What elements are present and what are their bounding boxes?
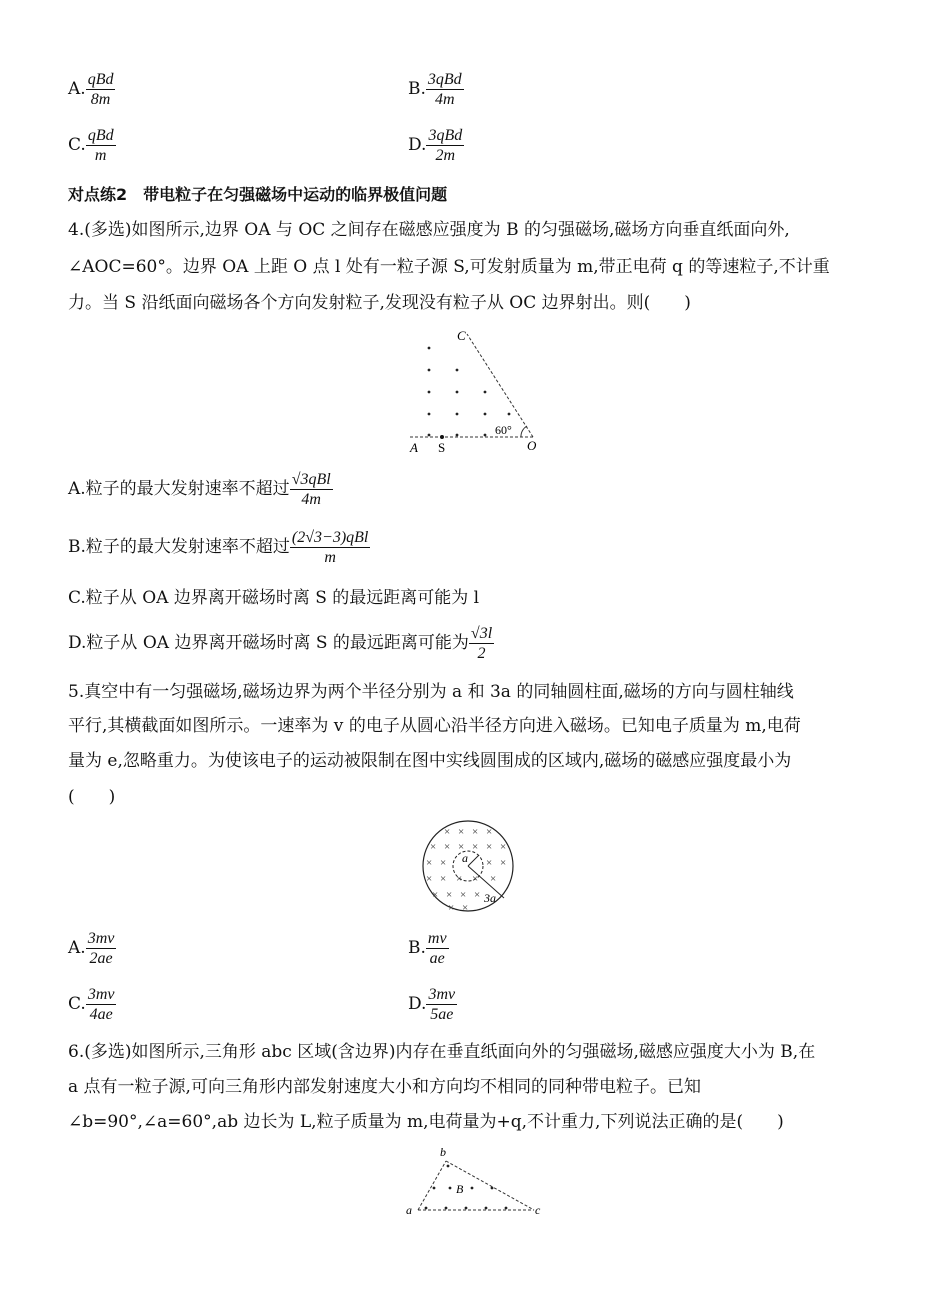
q6-label-b: b <box>440 1145 446 1159</box>
q6-label-a: a <box>406 1203 412 1217</box>
q4-option-a[interactable]: A.粒子的最大发射速率不超过 $\frac{\text{√3qBl}}{4m}$ <box>68 471 331 508</box>
q6-field-dots <box>425 1165 508 1210</box>
q5-option-b[interactable]: B. $\frac{mv}{ae}$ <box>408 930 447 967</box>
q4-stem-line3: 力。当 S 沿纸面向磁场各个方向发射粒子,发现没有粒子从 OC 边界射出。则( ) <box>68 293 691 313</box>
q6-side-ab <box>418 1161 446 1210</box>
svg-text:×: × <box>458 841 465 853</box>
q6-stem-line3: ∠b=90°,∠a=60°,ab 边长为 L,粒子质量为 m,电荷量为+q,不计重力,下列说法正确的是( ) <box>68 1112 784 1132</box>
svg-text:×: × <box>486 826 493 838</box>
svg-text:×: × <box>500 841 507 853</box>
q5-option-d[interactable]: D. $\frac{3mv}{5ae}$ <box>408 986 456 1023</box>
q4-stem-line2: ∠AOC=60°。边界 OA 上距 O 点 l 处有一粒子源 S,可发射质量为 m,带正电荷 q 的等速粒子,不计重 <box>68 257 830 277</box>
svg-text:×: × <box>462 902 469 914</box>
q3-option-c[interactable]: C. $\frac{\text{qBd}}{m}$ <box>68 127 114 164</box>
q4-boundary-oc <box>467 334 533 437</box>
q5-figure <box>418 814 518 918</box>
q6-label-c: c <box>535 1203 541 1217</box>
q4-label-s: S <box>438 440 446 455</box>
svg-text:×: × <box>430 841 437 853</box>
svg-text:×: × <box>440 857 447 869</box>
svg-text:×: × <box>472 826 479 838</box>
svg-text:×: × <box>486 841 493 853</box>
svg-text:×: × <box>490 873 497 885</box>
svg-text:×: × <box>472 841 479 853</box>
q3-option-b[interactable]: B. $\frac{\text{3qBd}}{4m}$ <box>408 71 462 108</box>
section-heading: 对点练2 带电粒子在匀强磁场中运动的临界极值问题 <box>68 185 448 204</box>
svg-text:×: × <box>446 889 453 901</box>
svg-text:×: × <box>444 841 451 853</box>
q4-angle-arc <box>521 426 527 437</box>
q3-option-d[interactable]: D. $\frac{\text{3qBd}}{2m}$ <box>408 127 463 164</box>
q4-option-c[interactable]: C.粒子从 OA 边界离开磁场时离 S 的最远距离可能为 l <box>68 588 480 608</box>
q4-label-a: A <box>410 440 418 455</box>
svg-text:×: × <box>458 826 465 838</box>
svg-text:×: × <box>440 873 447 885</box>
q4-label-o: O <box>527 438 537 453</box>
svg-text:×: × <box>486 857 493 869</box>
q5-label-a: a <box>462 851 468 865</box>
q4-label-c: C <box>457 328 466 343</box>
svg-text:×: × <box>500 857 507 869</box>
q4-source-s <box>440 435 444 439</box>
svg-text:×: × <box>474 889 481 901</box>
q6-figure <box>402 1144 552 1222</box>
q6-stem-line1: 6.(多选)如图所示,三角形 abc 区域(含边界)内存在垂直纸面向外的匀强磁场,磁感应强度大小为 B,在 <box>68 1042 816 1062</box>
q4-label-angle: 60° <box>495 423 512 437</box>
q5-stem-line4: ( ) <box>68 787 116 807</box>
q5-option-a[interactable]: A. $\frac{3mv}{2ae}$ <box>68 930 115 967</box>
svg-text:×: × <box>460 889 467 901</box>
q4-option-b[interactable]: B.粒子的最大发射速率不超过 $\frac{\text{(2√3−3)qBl}}{m}$ <box>68 529 369 566</box>
svg-text:×: × <box>456 873 463 885</box>
q6-stem-line2: a 点有一粒子源,可向三角形内部发射速度大小和方向均不相同的同种带电粒子。已知 <box>68 1077 701 1097</box>
svg-text:×: × <box>472 873 479 885</box>
svg-text:×: × <box>444 826 451 838</box>
svg-text:×: × <box>426 857 433 869</box>
q5-radius-a <box>468 855 479 866</box>
q5-stem-line3: 量为 e,忽略重力。为使该电子的运动被限制在图中实线圆围成的区域内,磁场的磁感应强度最小为 <box>68 751 792 771</box>
svg-text:×: × <box>426 873 433 885</box>
svg-text:×: × <box>448 902 455 914</box>
q5-option-c[interactable]: C. $\frac{3mv}{4ae}$ <box>68 986 115 1023</box>
svg-text:×: × <box>432 889 439 901</box>
q4-stem-line1: 4.(多选)如图所示,边界 OA 与 OC 之间存在磁感应强度为 B 的匀强磁场,磁场方向垂直纸面向外, <box>68 220 790 240</box>
q5-stem-line1: 5.真空中有一匀强磁场,磁场边界为两个半径分别为 a 和 3a 的同轴圆柱面,磁场的方向与圆柱轴线 <box>68 682 794 702</box>
q6-label-field: B <box>456 1182 464 1196</box>
q4-option-d[interactable]: D.粒子从 OA 边界离开磁场时离 S 的最远距离可能为 $\frac{√3l}{2}$ <box>68 625 493 662</box>
q4-figure <box>405 322 555 457</box>
q5-stem-line2: 平行,其横截面如图所示。一速率为 v 的电子从圆心沿半径方向进入磁场。已知电子质量为 m,电荷 <box>68 716 801 736</box>
q3-option-a[interactable]: A. $\frac{\text{qBd}}{8m}$ <box>68 71 114 108</box>
q5-label-3a: 3a <box>484 891 496 905</box>
